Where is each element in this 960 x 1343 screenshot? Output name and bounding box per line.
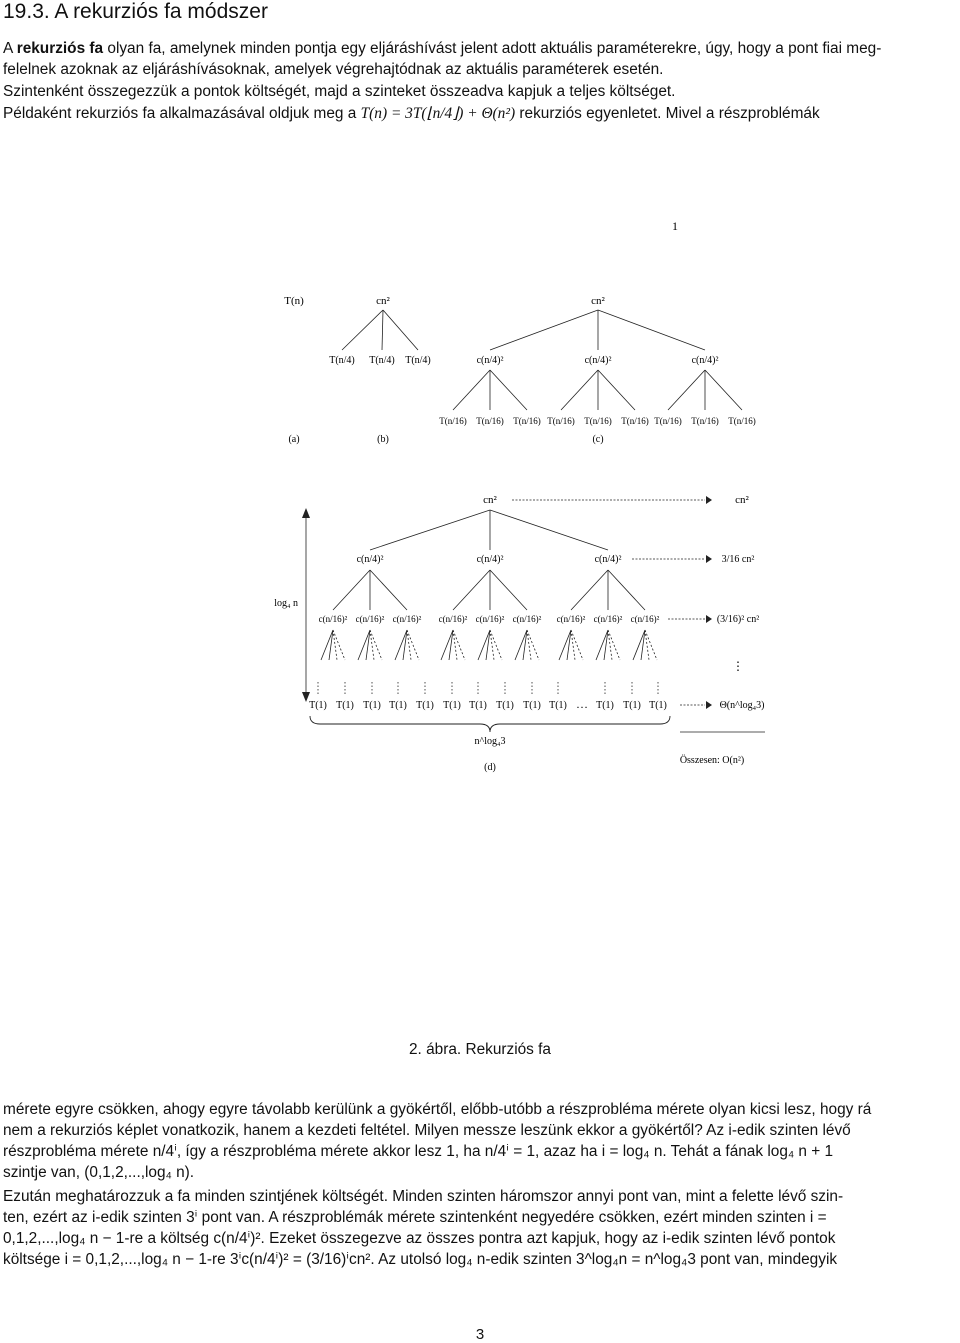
tree-c-grandchild: T(n/16) — [691, 416, 719, 426]
tree-d-fan — [407, 630, 419, 660]
tree-b-label: (b) — [377, 434, 389, 445]
tree-d-child: c(n/4)² — [356, 554, 384, 565]
tree-c-grandchild: T(n/16) — [513, 416, 541, 426]
tree-d-fan — [453, 630, 465, 660]
leaf-brace — [310, 716, 670, 732]
body-line: részprobléma mérete n/4ⁱ, így a részprobléma mérete akkor lesz 1, ha n/4ⁱ = 1, azaz ha i = log₄ n. Tehát a fának log₄ n + 1 — [3, 1143, 834, 1160]
tree-c-edge — [490, 310, 598, 350]
tree-d-edge — [490, 510, 608, 550]
intro-text: rekurziós egyenletet. Mivel a részproblémák — [515, 105, 820, 122]
body-line: mérete egyre csökken, ahogy egyre távolabb kerülünk a gyökértől, előbb-utóbb a részprobléma mérete olyan kicsi lesz, hogy rá — [3, 1101, 872, 1118]
intro-paragraph — [3, 38, 957, 124]
recurrence-formula: T(n) = 3T(⌊n/4⌋) + Θ(n²) — [360, 105, 516, 122]
tree-b-edge — [342, 310, 383, 350]
tree-c-edge — [490, 370, 527, 410]
page-number: 3 — [475, 1326, 485, 1343]
tree-d-edge — [370, 570, 407, 610]
tree-d-grandchild: c(n/16)² — [318, 614, 348, 624]
tree-c-label: (c) — [592, 434, 604, 445]
tree-d-edge — [453, 570, 490, 610]
leaf-ellipsis: … — [576, 697, 588, 711]
tree-d-fan — [370, 630, 382, 660]
tree-d-leaf: T(1) — [549, 700, 567, 711]
arrow-head — [706, 615, 712, 623]
level-sum-0: cn² — [735, 494, 749, 506]
tree-d-leaf: T(1) — [363, 700, 381, 711]
tree-d-edge — [370, 510, 490, 550]
section-heading: 19.3. A rekurziós fa módszer — [3, 0, 268, 23]
tree-c-grandchild: T(n/16) — [621, 416, 649, 426]
tree-d-leaf: T(1) — [523, 700, 541, 711]
tree-c-child: c(n/4)² — [584, 355, 612, 366]
tree-d-leaf: T(1) — [336, 700, 354, 711]
tree-c-child: c(n/4)² — [691, 355, 719, 366]
tree-c-edge — [453, 370, 490, 410]
tree-c-grandchild: T(n/16) — [547, 416, 575, 426]
tree-d-child: c(n/4)² — [594, 554, 622, 565]
tree-d-child: c(n/4)² — [476, 554, 504, 565]
tree-d-leaf: T(1) — [443, 700, 461, 711]
figure-caption: 2. ábra. Rekurziós fa — [408, 1041, 551, 1058]
tree-d-grandchild: c(n/16)² — [593, 614, 623, 624]
tree-d-grandchild: c(n/16)² — [512, 614, 542, 624]
level-sum-2: (3/16)² cn² — [716, 614, 760, 625]
tree-d-grandchild: c(n/16)² — [556, 614, 586, 624]
tree-b-root: cn² — [376, 295, 390, 307]
tree-d-leaf: T(1) — [416, 700, 434, 711]
body-line: 0,1,2,...,log₄ n − 1-re a költség c(n/4ⁱ)². Ezeket összegezve az összes pontra azt kapjuk, hogy az i-edik szinten lévő pontok — [3, 1230, 836, 1247]
body-line: költsége i = 0,1,2,...,log₄ n − 1-re 3ⁱc(n/4ⁱ)² = (3/16)ⁱcn². Az utolsó log₄ n-edik szinten 3^log₄n = n^log₄3 pont van, mindegyik — [3, 1251, 838, 1268]
tree-d-grandchild: c(n/16)² — [630, 614, 660, 624]
body-line: nem a rekurziós képlet vonatkozik, hanem a kezdeti feltétel. Milyen messze leszünk ekkor a gyökértől? Az i-edik szinten lévő — [3, 1122, 851, 1139]
tree-d-grandchild: c(n/16)² — [475, 614, 505, 624]
level-sum-1: 3/16 cn² — [721, 554, 755, 565]
height-arrow-head-up — [302, 508, 310, 518]
tree-c-child: c(n/4)² — [476, 355, 504, 366]
tree-a-root: T(n) — [284, 295, 304, 307]
tree-d-fan — [490, 630, 502, 660]
intro-line-4 — [3, 103, 957, 124]
tree-d-leaf: T(1) — [309, 700, 327, 711]
tree-c-grandchild: T(n/16) — [654, 416, 682, 426]
tree-c-edge — [598, 370, 635, 410]
intro-line-2: felelnek azoknak az eljáráshívásoknak, amelyek végrehajtódnak az aktuális paraméterek esetén. — [3, 61, 664, 78]
tree-d-fan — [333, 630, 345, 660]
tree-d-edge — [571, 570, 608, 610]
tree-c-grandchild: T(n/16) — [728, 416, 756, 426]
arrow-head — [706, 555, 712, 563]
tree-c-edge — [668, 370, 705, 410]
tree-d-grandchild: c(n/16)² — [355, 614, 385, 624]
intro-line-3: Szintenként összegezzük a pontok költségét, majd a szinteket összeadva kapjuk a teljes költséget. — [3, 83, 676, 100]
tree-c-grandchild: T(n/16) — [476, 416, 504, 426]
body-line: ten, ezért az i-edik szinten 3ⁱ pont van. A részproblémák mérete szintenként negyedére csökken, ezért minden szinten i = — [3, 1209, 827, 1226]
body-line: Ezután meghatározzuk a fa minden szintjének költségét. Minden szinten háromszor annyi pont van, mint a felette lévő szin- — [3, 1188, 844, 1205]
tree-b-child: T(n/4) — [405, 355, 431, 366]
tree-d-leaf: T(1) — [623, 700, 641, 711]
tree-d-fan — [608, 630, 620, 660]
body-paragraph-1 — [3, 1099, 957, 1183]
tree-a-label: (a) — [288, 434, 300, 445]
tree-b-edge — [383, 310, 418, 350]
arrow-head — [706, 701, 712, 709]
tree-d-leaf: T(1) — [389, 700, 407, 711]
tree-c-grandchild: T(n/16) — [584, 416, 612, 426]
tree-c-root: cn² — [591, 295, 605, 307]
tree-c-edge — [705, 370, 742, 410]
tree-d-edge — [608, 570, 645, 610]
tree-d-leaf: T(1) — [469, 700, 487, 711]
body-paragraph-2 — [3, 1186, 957, 1270]
tree-height-label: log₄ n — [274, 598, 298, 609]
term-rekurzios-fa: rekurziós fa — [16, 40, 104, 57]
tree-d-leaf: T(1) — [496, 700, 514, 711]
tree-d-edge — [490, 570, 527, 610]
tree-b-child: T(n/4) — [329, 355, 355, 366]
tree-d-grandchild: c(n/16)² — [438, 614, 468, 624]
total-cost: Összesen: O(n²) — [679, 755, 745, 766]
intro-text: Példaként rekurziós fa alkalmazásával oldjuk meg a — [3, 105, 361, 122]
tree-d-leaf: T(1) — [596, 700, 614, 711]
intro-text: olyan fa, amelynek minden pontja egy eljáráshívást jelent adott aktuális paraméterekre, úgy, hogy a pont fiai meg- — [103, 40, 882, 57]
tree-b-child: T(n/4) — [369, 355, 395, 366]
tree-d-fan — [527, 630, 539, 660]
tree-d-root: cn² — [483, 494, 497, 506]
tree-c-edge — [561, 370, 598, 410]
figure-page-marker: 1 — [672, 219, 678, 233]
tree-d-leaf: T(1) — [649, 700, 667, 711]
tree-d-edge — [333, 570, 370, 610]
leaf-count: n^log₄3 — [474, 736, 506, 747]
arrow-head — [706, 496, 712, 504]
intro-line-1 — [3, 38, 957, 59]
tree-c-grandchild: T(n/16) — [439, 416, 467, 426]
level-vdots: ⋮ — [732, 659, 744, 673]
tree-d-label: (d) — [484, 762, 496, 773]
tree-c-edge — [598, 310, 705, 350]
intro-text: A — [3, 40, 17, 57]
tree-d-grandchild: c(n/16)² — [392, 614, 422, 624]
body-line: szintje van, (0,1,2,...,log₄ n). — [3, 1164, 195, 1181]
recursion-tree-figure — [0, 200, 960, 780]
tree-b-edge — [382, 310, 383, 350]
tree-d-fan — [571, 630, 583, 660]
level-sum-leaves: Θ(n^log₄3) — [719, 700, 765, 711]
tree-d-fan — [645, 630, 657, 660]
